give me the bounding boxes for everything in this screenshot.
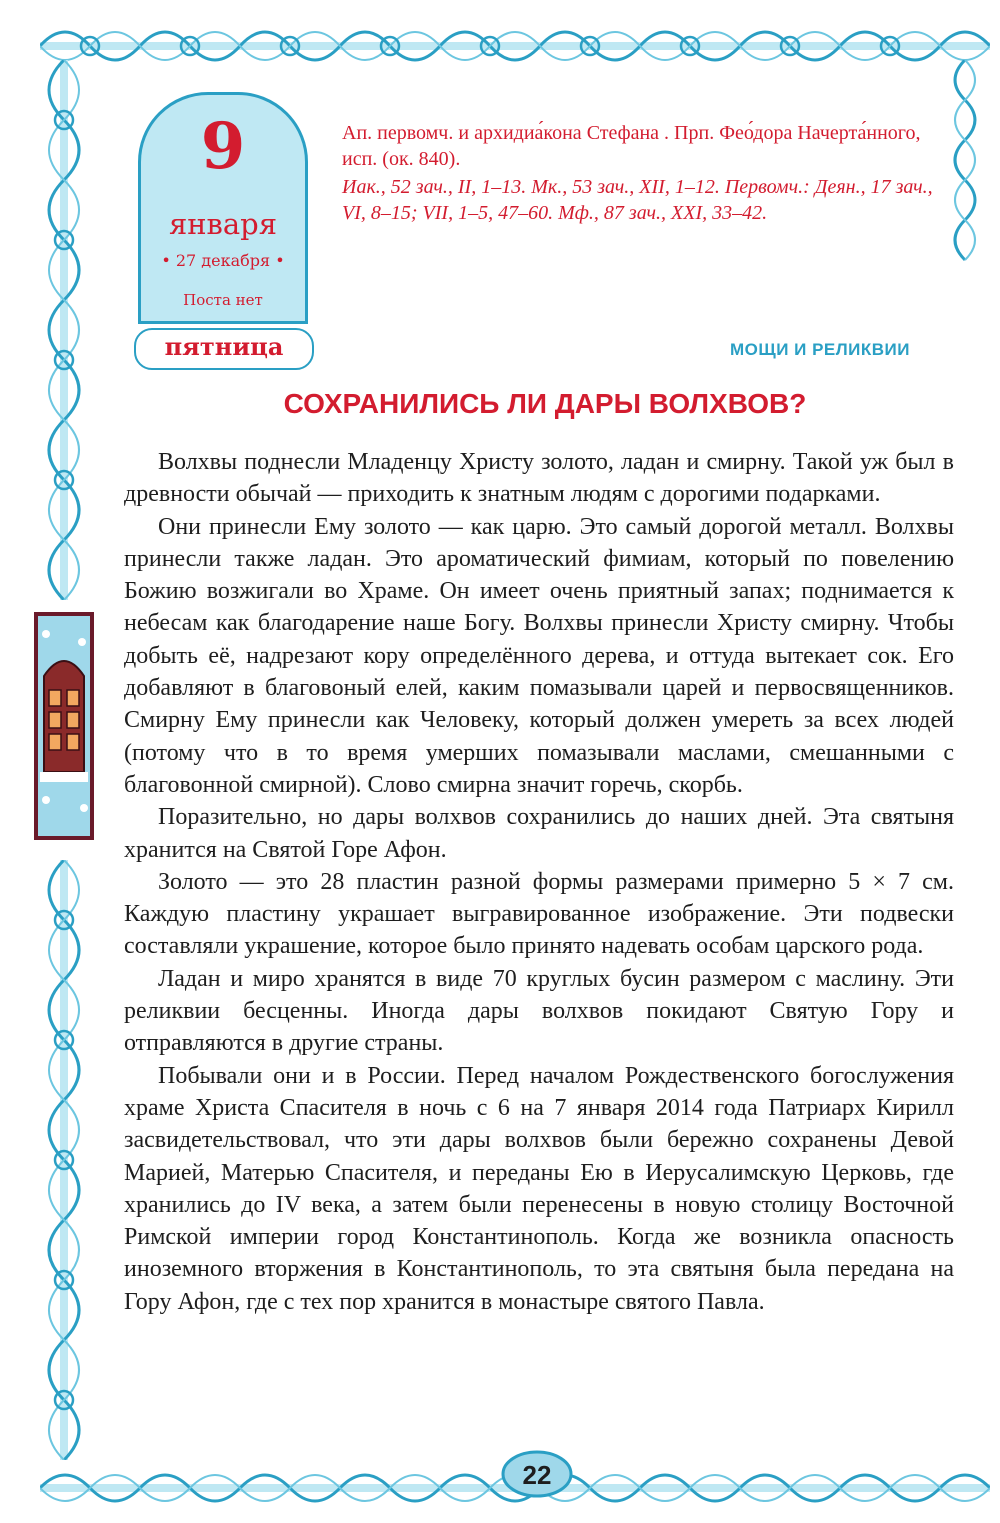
weekday-band xyxy=(112,328,962,372)
page-number: 22 xyxy=(522,1460,552,1490)
paragraph: Волхвы поднесли Младенцу Христу золото, ладан и смирну. Такой уж был в древности обычай — приходить к знатным людям с дорогими подарками. xyxy=(124,449,954,508)
date-badge xyxy=(138,92,308,324)
article-title: СОХРАНИЛИСЬ ЛИ ДАРЫ ВОЛХВОВ? xyxy=(283,388,807,419)
article-body xyxy=(124,446,954,1318)
rubric-label: МОЩИ И РЕЛИКВИИ xyxy=(729,340,910,359)
page-number-badge xyxy=(497,1448,577,1500)
paragraph: Побывали они и в России. Перед началом Рождественского богослужения храме Христа Спасителя в ночь с 6 на 7 января 2014 года Патриарх Кирилл засвидетельствовал, что эти дары волхвов были бережно сохранены Девой Марией, Матерью Спасителя, и переданы Ею в Иерусалимскую Церковь, где хранились до IV века, а затем были перенесены в новую столицу Восточной Римской империи город Константинополь. Когда же возникла опасность иноземного вторжения в Константинополь, то эта святыня была передана на Гору Афон, где с тех пор хранится в монастыре святого Павла. xyxy=(124,1062,954,1315)
paragraph: Ладан и миро хранятся в виде 70 круглых бусин размером с маслину. Эти реликвии бесценны. Иногда дары волхвов покидают Святую Гору и отправляются в другие страны. xyxy=(124,965,954,1057)
saints-commemoration: Ап. первомч. и архидиа́кона Стефана . Прп. Фео́дора Начерта́нного, исп. (ок. 840). xyxy=(342,122,921,170)
window-illustration-icon xyxy=(34,612,94,840)
ornament-frame-top xyxy=(40,14,990,94)
weekday-label: пятница xyxy=(164,332,284,361)
scripture-readings: Иак., 52 зач., II, 1–13. Мк., 53 зач., XII, 1–12. Первомч.: Деян., 17 зач., VI, 8–15; VII, 1–5, 47–60. Мф., 87 зач., XXI, 33–42. xyxy=(342,176,933,224)
paragraph: Золото — это 28 пластин разной формы размерами примерно 5 × 7 см. Каждую пластину украшает выгравированное изображение. Эти подвески составляли украшение, которое было принято надевать особам царского рода. xyxy=(124,868,954,960)
old-style-date: • 27 декабря • xyxy=(161,251,285,270)
ornament-frame-left-upper xyxy=(30,60,100,600)
month-label: января xyxy=(168,207,278,241)
paragraph: Они принесли Ему золото — как царю. Это самый дорогой металл. Волхвы принесли также ладан. Это ароматический фимиам, который по повелению Божию возжигали во Храме. Он имеет очень приятный запах; поднимается к небесам как благодарение наше Богу. Волхвы принесли Христу смирну. Чтобы добыть её, надрезают кору определённого дерева, и оттуда вытекает сок. Его добавляют в благовоный елей, каким помазывали царей и первосвященников. Смирну Ему принесли как Человеку, который должен умереть за всех людей (потому что в то время умерших помазывали маслами, смешанными с благовонной смирной). Слово смирна значит горечь, скорбь. xyxy=(124,513,954,798)
fast-note: Поста нет xyxy=(183,291,263,309)
day-number: 9 xyxy=(200,109,246,184)
paragraph: Поразительно, но дары волхвов сохранились до наших дней. Эта святыня хранится на Святой Горе Афон. xyxy=(124,804,954,863)
ornament-frame-left-lower xyxy=(30,860,100,1460)
